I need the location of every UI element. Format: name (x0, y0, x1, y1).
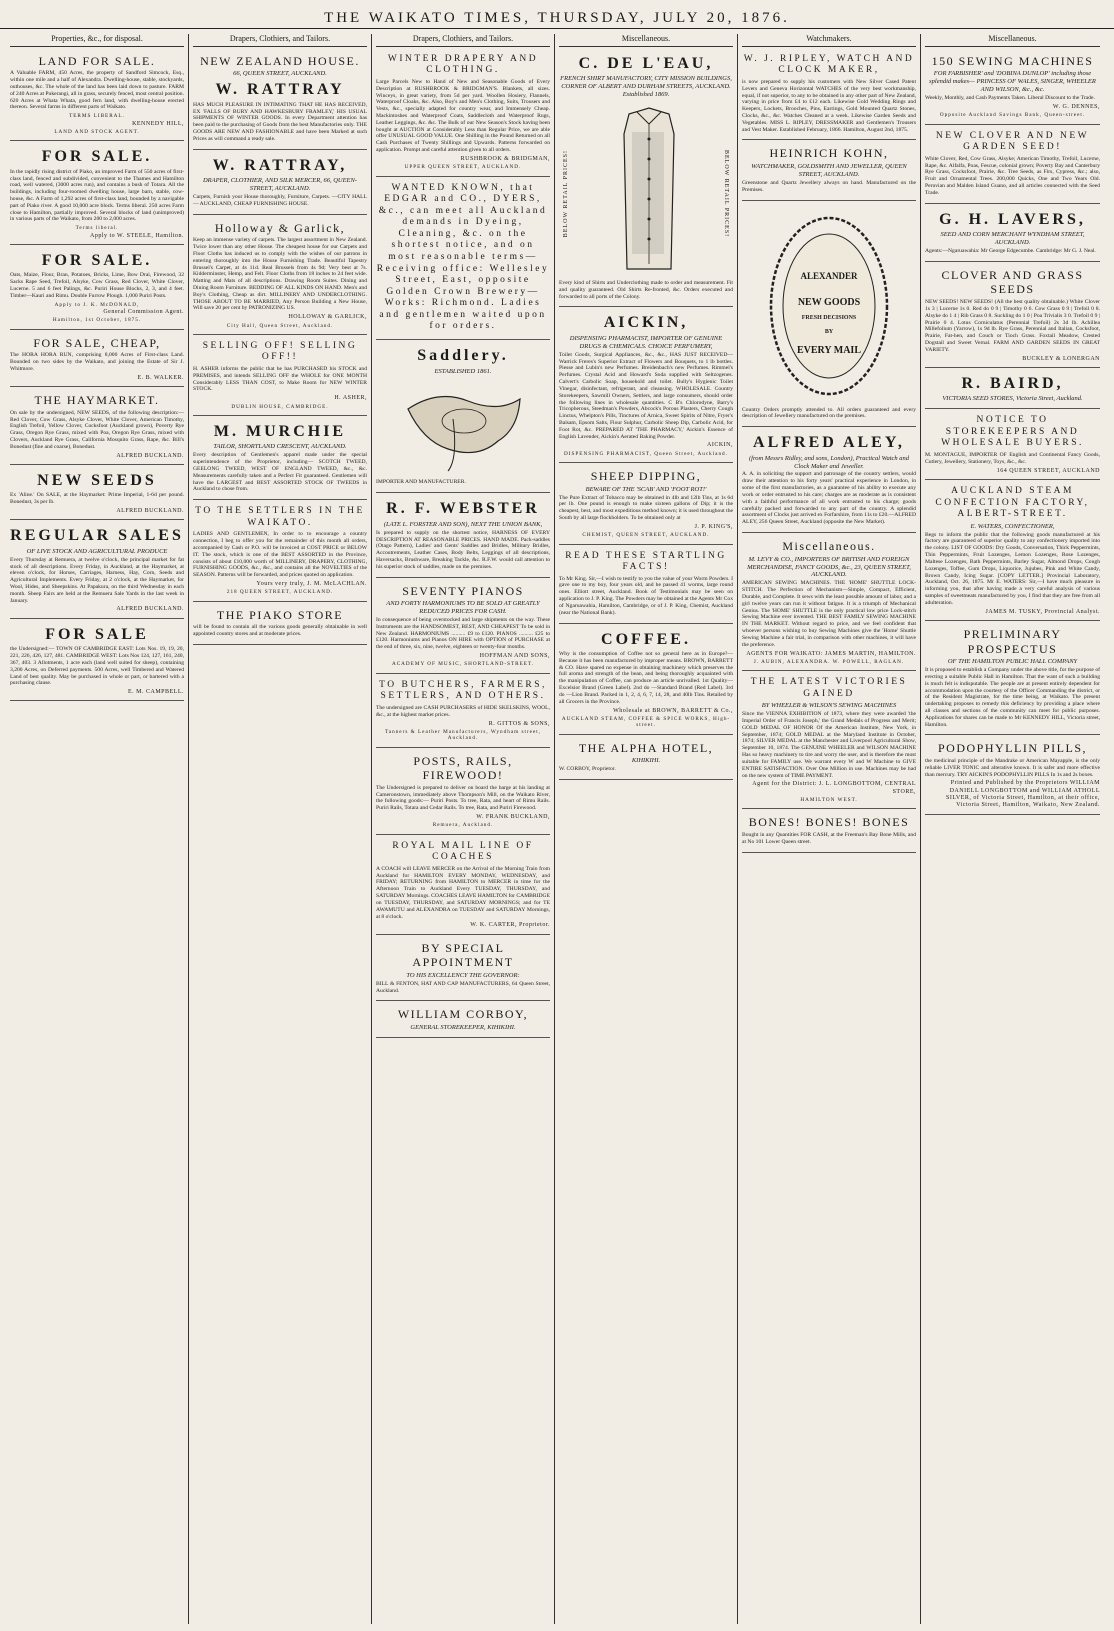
advertisement (376, 837, 550, 935)
ad-subheading: BY WHEELER & WILSON'S SEWING MACHINES (761, 702, 897, 710)
ad-body: A Valuable FARM, 450 Acres, the property of Sandford Simcock, Esq., within one mile and a half of Alexandra. Dwelling-house, stable, stockyards, outhouses, &c. The whole of the land has been laid down to pasture. FARM of 240 Acres at Pukerangi, all in grass, securely fenced, most central position. 620 Acres at Whata Whata, good fern land, with dwelling-house erected thereon. Several farms in different parts of Waikato. (10, 70, 184, 111)
ad-signature: BUCKLEY & LONERGAN (1022, 355, 1100, 362)
ad-body: Carpets, Furnish your House thoroughly, Furniture, Carpets. —CITY HALL— AUCKLAND, CHEAP FURNISHING HOUSE. (193, 194, 367, 207)
advertisement (376, 342, 550, 493)
news-column (921, 34, 1104, 1624)
ad-heading: Holloway & Garlick, (214, 220, 346, 235)
column-heading: Drapers, Clothiers, and Tailors. (376, 34, 550, 47)
ad-body: Ex 'Aline.' On SALE, at the Haymarket: Prime Imperial, 1-6d per pound. Bonedust, 3s per lb. (10, 492, 184, 506)
ad-subheading: OF THE HAMILTON PUBLIC HALL COMPANY (947, 658, 1078, 666)
ad-subheading: WATCHMAKER, GOLDSMITH AND JEWELLER, QUEEN STREET, AUCKLAND. (751, 163, 907, 178)
ad-heading: BONES! BONES! BONES (748, 815, 910, 830)
ad-heading: LAND FOR SALE. (38, 53, 156, 68)
ad-subheading: FOR FARBISHER' and 'DOBINA DUNLOP' including those splendid makes— PRINCESS OF WALES, SINGER, WHEELER AND WILSON, &c., &c. (929, 70, 1096, 94)
ad-heading: THE ALPHA HOTEL, (578, 740, 714, 755)
ad-heading: PRELIMINARY PROSPECTUS (963, 626, 1062, 656)
ad-body: HAS MUCH PLEASURE IN INTIMATING THAT HE HAS RECEIVED, EX 'FALLS OF BURY AND HAWKESBURY FRAMLEY,' HIS USUAL SHIPMENTS OF WINTER GOODS. In every Department attention has been paid to the purchasing of Goods from the best Manufactories only. THE GOODS ARE NEW AND FASHIONABLE and have been Marked at such Prices as will command a ready sale. (193, 101, 367, 142)
ad-body: Every kind of Shirts and Underclothing made to order and measurement. Fit and quality guaranteed. Old Shirts Re-fronted, &c. Orders executed and forwarded to all ports of the Colony. (559, 280, 733, 300)
advertisement (742, 673, 916, 809)
ad-signature-line2: J. AUBIN, ALEXANDRA. W. POWELL, RAGLAN. (753, 658, 905, 665)
ad-heading: TO THE SETTLERS IN THE WAIKATO. (195, 506, 365, 528)
oval-heading: ALEXANDER (800, 270, 858, 281)
ad-terms: TERMS LIBERAL. (69, 113, 125, 120)
columns (6, 34, 1108, 1624)
advertisement (742, 203, 916, 428)
ad-heading: THE HAYMARKET. (34, 393, 160, 408)
shirt-illustration (559, 100, 733, 280)
advertisement (925, 206, 1100, 262)
oval-subtitle: FRESH DECISIONS (801, 314, 857, 321)
newspaper-title: THE WAIKATO TIMES, THURSDAY, JULY 20, 1876. (324, 10, 790, 26)
ad-body: To Mr King. Sir,—I wish to testify to you the value of your Worm Powders. I gave one to my boy, four years old, and he passed 41 worms, large round ones. Elliott street, Auckland. Book of Testimonials may be seen on application to J. P. King. The Powders may be obtained at the Agents Mr Cox of Ngaruawahia, Hamilton, Cambridge, or of J. P. King, Chemist, Auckland (near the National Bank). (559, 575, 733, 616)
advertisement (925, 623, 1100, 735)
ad-body: will be found to contain all the various goods generally obtainable in well appointed country stores and at moderate prices. (193, 624, 367, 638)
ad-body: Oats, Maize, Flour, Bran, Potatoes, Bricks, Lime, Bow Drai, Firewood, 32 Sacks Rape Seed, Trefoil, Alsyke, Cow Grass, Red Clover, White Clover, Lucerne. 5 and 6 feet Palings, &c. Puriri House Blocks, 2, 3, and 4 feet. Timber—Kauri and Rimu. Double Furrow Plough. 1,000 Puriri Posts. (10, 272, 184, 299)
advertisement (559, 465, 733, 544)
ad-heading: Miscellaneous. (782, 538, 876, 553)
ad-heading: THE PIAKO STORE (216, 607, 344, 622)
ad-heading: REGULAR SALES (10, 527, 184, 545)
ad-signature-line2: Hamilton, 1st October, 1875. (52, 317, 142, 324)
advertisement (925, 370, 1100, 409)
ad-terms: Terms liberal. (75, 225, 119, 232)
advertisement (925, 50, 1100, 125)
advertisement (559, 626, 733, 735)
ad-signature: Agent for the District: J. L. LONGBOTTOM, CENTRAL STORE, (752, 781, 916, 795)
ad-body: Begs to inform the public that the following goods manufactured at his factory are guaranteed of superior quality to any confectionery imported into the colony. LIST OF GOODS: Dry Goods, Conversation, Thick Peppermints, Thin Peppermints, Fruit Lozenges, Lemon Lozenges, Rose Lozenges, Maltese Lozenges, Bath Peppermints, Barley Sugar, Almond Drops, Cough Lozenges, Toffee, Gum Drops, Liquorice, Jujubes, Pink and White Candy, Brown Candy, Icing Sugar. [COPY LETTER.] Provincial Laboratory, Auckland, Oct. 26, 1875. Mr E. WATERS: Sir,—I have much pleasure in informing you, that after having made a very careful analysis of various samples of sweetmeats manufactured by you, I find that they are free from all adulteration. (925, 531, 1100, 606)
ad-signature: W. FRANK BUCKLAND, (476, 814, 550, 821)
advertisement (376, 580, 550, 674)
advertisement (559, 50, 733, 308)
ad-body: BILL & FENTON, HAT AND CAP MANUFACTURERS, 64 Queen Street, Auckland. (376, 980, 550, 994)
ad-body: The Pure Extract of Tobacco may be obtained in 4lb and 12lb Tins, at 1s 6d per lb. One pound is enough to make sixteen gallons of Dip; it is the cheapest, best, and most expeditious method known; it is used throughout the South by all large flockholders. To be obtained only at (559, 494, 733, 522)
ad-signature: Wholesale at BROWN, BARRETT & Co., (613, 707, 733, 714)
advertisement (559, 309, 733, 463)
ad-body: Keep an immense variety of carpets. The largest assortment in New Zealand. Twice lower than any other House. The cheapest house for our Carpets and Floor Cloths has induced us to comply with the wishes of our patrons in entering thoroughly into the House Furnishing Trade. Beautiful Tapestry Brussel's Carpet, at 4s 11d. Real Brussels from 4s 9d; Very best at 7s. Kidderminster, Hemp, and Felt. Floor Cloths from 18 inches to 24 feet wide. Matting and Mats of all descriptions. Drawing Room Suites. Dining and Dining Room Furniture. BEDDING OF ALL KINDS ON HAND. Men's and Boy's Clothing, Cheap as dirt. MILLINERY AND UNDERCLOTHING. THOSE ABOUT TO BE MARRIED, Any Person Building a New House, Will save 20 per cent by PATRONIZING US. (193, 237, 367, 312)
advertisement (193, 418, 367, 500)
ad-heading: SELLING OFF! SELLING OFF!! (202, 340, 358, 363)
ad-signature-line2: DISPENSING PHARMACIST, Queen Street, Auckland. (564, 450, 728, 457)
ad-heading: READ THESE STARTLING FACTS! (565, 550, 727, 573)
ad-heading: R. BAIRD, (961, 374, 1064, 392)
ad-subheading: (from Messrs Ridley, and sons, London), Practical Watch and Clock Maker and Jeweller. (748, 454, 910, 470)
ad-body: Greenstone and Quartz Jewellery always on hand. Manufactured on the Premises. (742, 179, 916, 193)
ad-signature: AGENTS FOR WAIKATO: JAMES MARTIN, HAMILTON. (746, 650, 916, 657)
ad-signature: RUSHBROOK & BRIDGMAN, (460, 155, 550, 162)
ad-signature: General Commission Agent. (103, 309, 184, 316)
advertisement (193, 604, 367, 645)
ad-signature: Yours very truly, J. M. McLACHLAN. (256, 581, 367, 588)
ad-subheading: TAILOR, SHORTLAND CRESCENT, AUCKLAND. (213, 443, 347, 451)
ad-signature-line2: UPPER QUEEN STREET, AUCKLAND. (404, 164, 522, 171)
ad-signature: H. ASHER, (334, 395, 367, 402)
ad-subheading: GENERAL STOREKEEPER, KIHIKIHI. (410, 1024, 516, 1032)
ad-heading: AUCKLAND STEAM CONFECTION FACTORY, ALBERT-STREET. (935, 485, 1090, 520)
ad-signature: ALFRED BUCKLAND. (116, 606, 184, 613)
news-column (6, 34, 189, 1624)
saddle-icon (398, 379, 528, 475)
advertisement (376, 1003, 550, 1038)
ad-body: Toilet Goods, Surgical Appliances, &c., &c., HAS JUST RECEIVED— Warrick Freres's Superior Extract of Flowers and Bouquets, to 1 lb bottles. Piesse and Lubin's new Perfumes. Breidenbach's new Perfumes. Rimmel's Perfumes. Crystal Acid and Howard's Soda supplied with Seltzogenes. Calvert's Carbolic Soap, household and toilet. Bully's Hygienic Toilet Vinegar, disinfectant, refrigerant, and cleansing. WHOLESALE. Country Storekeepers, Sawmill Owners, Settlers, and large consumers, should order the following lines in wholesale quantities. C B's Chlorodyne, Barry's Tricopherous, Steedman's Powders, Abcock's Porous Plasters, Cherry Cough Linctus, Whelpton's Pills, Tinctures of Arnica, Sweet Spirits of Nitre, Fryer's Balsam, Epsom Salts, Flour Sulphur, Carbolic Sheep Dip, Carbolic Acid, for Foot Rot, &c. PREPARED AT 'THE PHARMACY,' Aickin's Essence of English Lavender, Aickin's Aerated Baking Powder. (559, 351, 733, 440)
ad-signature: 164 QUEEN STREET, AUCKLAND (996, 467, 1100, 474)
ad-signature-line2: HAMILTON WEST. (800, 796, 858, 803)
ad-heading: C. DE L'EAU, (578, 54, 714, 72)
ad-heading: NEW ZEALAND HOUSE. (200, 53, 360, 68)
ad-heading: ALFRED ALEY, (753, 434, 905, 452)
ad-heading: ROYAL MAIL LINE OF COACHES (392, 840, 534, 863)
ad-body: A. A. in soliciting the support and patronage of the country settlers, would draw their attention to his forty years' practical experience in London, in some of the first manufactories, as a guarantee of his ability to execute any work or order entrusted to his care; charges are as moderate as is consistent with a faithful performance of all work entrusted to his charge; goods carefully packed and forwarded to any part of the country. A splendid assortment of Clocks just arrived ex Forfarshire, from 11s to £20.—ALFRED ALEY, 256 Queen Street, Auckland (opposite the New Market). (742, 471, 916, 526)
column-heading: Miscellaneous. (559, 34, 733, 47)
oval-new-goods: NEW GOODS (797, 296, 861, 308)
ad-body: A COACH will LEAVE MERCER on the Arrival of the Morning Train from Auckland for HAMILTON EVERY MONDAY, WEDNESDAY, and FRIDAY; RETURNING from HAMILTON to MERCER in time for the Afternoon Train to Auckland Every TUESDAY, THURSDAY, and SATURDAY Mornings. COACHES LEAVE HAMILTON for CAMBRIDGE on TUESDAY, THURSDAY, and SATURDAY MORNINGS; and for TE AWAMUTU and ALEXANDRA on TUESDAY and SATURDAY Mornings, at 8 o'clock. (376, 865, 550, 920)
ad-subheading: OF LIVE STOCK AND AGRICULTURAL PRODUCE (26, 547, 168, 555)
advertisement (10, 389, 184, 465)
advertisement (925, 737, 1100, 814)
ad-heading: WANTED KNOWN, that EDGAR and CO., DYERS, &c., can meet all Auckland demands in Dyeing, Cleaning, &c. on the shortest notice, and on most reasonable terms—Receiving office: Wellesley Street, East, opposite Golden Crown Brewery—Works: Richmond. Ladies and gentlemen waited upon for orders. (376, 182, 550, 332)
ad-signature-line2: LAND AND STOCK AGENT. (54, 128, 140, 135)
ad-heading: SEVENTY PIANOS (402, 583, 524, 598)
ad-body: The Undersigned is prepared to deliver on board the barge at his landing at Cameronstown, immediately above Thompson's Mill, on the Waikato River, the following goods:— Puriri Posts. To tree, Rata, and heart of Rimu Rails. Puriri Rails, Totara and Cedar Rails. To tree, Rata, and Puriri Firewood. (376, 784, 550, 812)
column-heading: Watchmakers. (742, 34, 916, 47)
ad-signature: R. GITTOS & SONS, (488, 720, 550, 727)
ad-body: Since the VIENNA EXHIBITION of 1873, where they were awarded 'the Imperial Order of Francis Joseph,' the Grand Medals of Progress and Merit; GOLD MEDAL OF HONOR Of the American Institute, New York, in September, 1874; GOLD MEDAL at the Maryland Institute in October, 1874; SILVER MEDAL at the Manchester and Liverpool Agricultural Show, September 10, 1874. The GENUINE WHEELER and WILSON MACHINE Has so heavy machinery to tire and worry the user, and is therefore the most suitable for FAMILY use. We warrant every W and W Machine to GIVE ENTIRE SATISFACTION. Over One Million in use. Machines may be had on the new system of TIME PAYMENT. (742, 711, 916, 779)
ad-signature: ALFRED BUCKLAND. (116, 508, 184, 515)
ad-heading: W. RATTRAY, (212, 156, 348, 174)
ad-signature-line2: CHEMIST, QUEEN STREET, AUCKLAND. (582, 532, 710, 539)
advertisement (376, 750, 550, 835)
ad-body: Is prepared to supply on the shortest notice, HARNESS OF EVERY DESCRIPTION AT REASONABLE PRICES. HAND MADE. Pack-saddles (Otago Pattern), Ladies' and Gents' Saddles and Bridles, Military Bridles, Accoutrements, Leather Cases, Body Belts, Leggings of all descriptions, Haversacks, Brushware, Breaking Tackle, &c. R.F.W. would call attention to his superior stock of saddles, made on the premises. (376, 529, 550, 570)
ad-body: Weekly, Monthly, and Cash Payments Taken. Liberal Discount to the Trade. (925, 95, 1095, 102)
ad-signature: HOLLOWAY & GARLICK, (288, 314, 367, 321)
advertisement (193, 217, 367, 335)
advertisement (742, 50, 916, 141)
ad-heading: NEW CLOVER AND NEW GARDEN SEED! (935, 130, 1090, 153)
advertisement (10, 522, 184, 618)
advertisement (925, 127, 1100, 204)
ad-subheading: (LATE L. FORSTER AND SON), NEXT THE UNION BANK, (383, 520, 543, 528)
ad-signature: HOFFMAN AND SONS, (479, 653, 550, 660)
ad-heading: CLOVER AND GRASS SEEDS (941, 267, 1084, 297)
advertisement (559, 547, 733, 624)
ad-body: W. CORBOY, Proprietor. (559, 766, 616, 773)
ad-heading: SHEEP DIPPING, (590, 469, 702, 484)
ad-feature-name: W. RATTRAY (215, 81, 345, 99)
ad-heading: TO BUTCHERS, FARMERS, SETTLERS, AND OTHERS. (379, 679, 547, 702)
ad-signature-line2: Remuera, Auckland. (432, 822, 494, 829)
ad-heading: POSTS, RAILS, FIREWOOD! (413, 753, 513, 783)
ad-heading: R. F. WEBSTER (386, 500, 540, 518)
ad-heading: WINTER DRAPERY AND CLOTHING. (387, 53, 539, 76)
ad-signature: Printed and Published by the Proprietors WILLIAM DANIELL LONGBOTTOM and WILLIAM ATHOLL SILVER, of Victoria Street, Hamilton, at their office, Victoria Street, Hamilton, Waikato, New Zealand. (945, 780, 1100, 809)
ad-body: the Undersigned:— TOWN OF CAMBRIDGE EAST: Lots Nos. 19, 19, 20, 221, 226, 426, 127, 481. CAMBRIDGE WEST: Lots Nos 124, 127, 161, 240, 367, 403. 3 Allotments, 1 acre each (land well suited for sheep), containing 3,200 Acres, on Deferred payments. 500 Acres, well Timbered and Watered Land of best quality. May be purchased in whole or part, or bartered with a purchasing clause. (10, 646, 184, 687)
advertisement (376, 50, 550, 177)
ad-signature-line2: AUCKLAND STEAM, COFFEE & SPICE WORKS, High-street. (561, 715, 731, 729)
ad-heading: FOR SALE. (41, 251, 153, 269)
ad-signature: J. P. KING'S, (694, 523, 733, 530)
ad-body: Every Thursday at Remuera, at twelve o'clock, the principal market for fat stock of all descriptions. Every Friday, in Auckland, at the Haymarket, at eleven o'clock, for Horses, Carriages, Harness, Hay, Corn, Seeds and Agricultural Implements. Every Friday, at 2 o'clock, at the Haymarket, for Wool, Hides, and Sheepskins. At Papakura, on the third Wednesday in each month. Sheep Fairs are held at the Remuera Sale Yards in the last week in January. (10, 556, 184, 604)
oval-every-mail: EVERY MAIL (796, 344, 861, 356)
side-note-right: BELOW RETAIL PRICES! (723, 150, 729, 238)
ad-signature-line2: DUBLIN HOUSE, CAMBRIDGE. (231, 403, 329, 410)
advertisement (193, 50, 367, 150)
advertisement (925, 264, 1100, 368)
ad-body: Agents:—Ngaruawahia: Mr George Edgecumbe. Cambridge: Mr G. J. Neal. (925, 248, 1096, 254)
advertisement (193, 502, 367, 602)
advertisement (10, 332, 184, 387)
ad-heading: WILLIAM CORBOY, (397, 1007, 529, 1022)
ad-body: Large Parcels New to Hand of New and Seasonable Goods of Every Description at RUSHBROOK & BRIDGMAN'S. Blankets, all sizes. Winceys, in great variety, from 5d per yard. Woollen Hosiery, Flannels, Waterproof Cloaks, &c. Also, Boy's and Men's Clothing, Suits, Trousers and Vests, &c., specially adapted for country wear, and Immensely Cheap. Mackintoshes and Waterproof Coats, Saddlecloth and Waterproof Rugs, Leather Leggings, &c. &c. The Bulk of our New Season's Stock having been bought at AUCTION at Considerably Less than Regular Price, we are able offer UNUSUAL GOOD VALUE. One Shilling in the Pound Returned on all Cash Purchases of Twenty Shillings and Upwards. Patterns forwarded on application. Prompt and careful attention given to all orders. (376, 78, 550, 154)
advertisement (376, 937, 550, 1002)
ad-subheading: FRENCH SHIRT MANUFACTORY, CITY MISSION BUILDINGS, CORNER OF ALBERT AND DURHAM STREETS, AUCKLAND. Established 1869. (560, 75, 732, 99)
ad-heading: THE LATEST VICTORIES GAINED (750, 677, 908, 699)
column-heading: Drapers, Clothiers, and Tailors. (193, 34, 367, 47)
ad-body: In the rapidly rising district of Piako, an improved Farm of 550 acres of first-class land, fenced and subdivided, convenient to the Thames and Hamilton road, well watered, (3000 acres run), and contains a bush of Totara. All the buildings, including four-roomed dwelling house, large barn, stable, cow-house, &c. A Farm of 1,292 acres of first-class land, bounded by a navigable part of Piako river. A good 10,000 acre block. Terms liberal. 250 acres Farm close to Hamilton, partially improved. Several blocks of land (unimproved) in various parts of the Waikato, from 200 to 2,000 acres. (10, 168, 184, 223)
ad-signature-line2: 218 QUEEN STREET, AUCKLAND. (226, 589, 334, 596)
ad-heading: COFFEE. (601, 630, 691, 648)
ad-heading: M. MURCHIE (213, 422, 347, 440)
ad-signature: ALFRED BUCKLAND. (116, 452, 184, 459)
advertisement (10, 143, 184, 245)
news-column (372, 34, 555, 1624)
ad-heading: HEINRICH KOHN, (769, 146, 889, 161)
ad-body: On sale by the undersigned, NEW SEEDS, of the following description:— Red Clover, Cow Grass, Alsyke Clover, White Clover, American Timothy, English Trefoil, Yellow Clover, Cocksfoot (Auckland grown), Poverty Rye Grass, Oregon Rye Grass, mixed with Poa, Oregon Rye Grass, mixed with Clovers, Auckland Rye Grass, California Mosquito Grass, Rape, &c. Bill's Bonedust (fine and coarse), Bonedust. (10, 409, 184, 450)
ad-signature: AICKIN, (707, 442, 733, 449)
advertisement (925, 482, 1100, 621)
advertisement (10, 50, 184, 142)
ad-signature-line2: Opposite Auckland Savings Bank, Queen-street. (939, 112, 1086, 119)
ad-subheading: M. LEVY & CO., IMPORTERS OF BRITISH AND FOREIGN MERCHANDISE, FANCY GOODS, &c., 23, QUEEN STREET, AUCKLAND. (747, 555, 911, 579)
ad-heading: FOR SALE. (41, 148, 153, 166)
ad-body: The HORA HORA RUN, comprising 8,000 Acres of First-class Land. Bounded on two sides by the Waikato, and joining the Estate of Sir J. Whitmore. (10, 352, 184, 372)
ad-body: AMERICAN SEWING MACHINES. THE 'HOME' SHUTTLE LOCK-STITCH. The Perfection of Mechanism—Simple, Compact, Efficient, Durable, and Complete. It sews with the least possible amount of labor, and a girl twelve years can run it without fatigue. It is a triumph of Mechanical Genius. The 'HOME' SHUTTLE is the only practical low price Lock-stitch Sewing Machine ever invented. THE BEST FAMILY SEWING MACHINE IN THE MARKET. Without regard to price, and we feel confident that whoever persons wishing to buy Sewing Machines give the 'Home' Shuttle Sewing Machine a fair trial, in comparison with other machines, it will have the preference. (742, 580, 916, 648)
advertisement (925, 411, 1100, 480)
ad-signature: E. B. WALKER. (137, 374, 184, 381)
ad-heading: AICKIN, (603, 314, 689, 332)
ad-body: Every description of Gentlemen's apparel made under the special superintendence of the Proprietor, including— SCOTCH TWEED, GEELONG TWEED, WEST OF ENGLAND TWEED, &c., &c. Measurements carefully taken and a Perfect Fit guaranteed. Gentlemen will have the LARGEST and BEST ASSORTED STOCK OF TWEEDS in Auckland to chose from. (193, 452, 367, 493)
ad-body: In consequence of being overstocked and large shipments on the way. These Instruments are the HANDSOMEST, BEST, AND CHEAPEST To be sold in New Zealand. HARMONIUMS .......... £9 to £120. PIANOS .......... £25 to £120. Harmoniums and Pianos ON HIRE with OPTION of PURCHASE at the end of three, six, nine, twelve, eighteen or twenty-four months. (376, 617, 550, 651)
advertisement (742, 811, 916, 852)
ad-signature: E. M. CAMPBELL. (127, 689, 184, 696)
ad-body: IMPORTER AND MANUFACTURER. (376, 479, 466, 486)
ad-body: is now prepared to supply his customers with New Silver Cased Patent Levers and Geneva Horizontal WATCHES of the very best workmanship, equal, if not superior, to any to be obtained in any other part of New Zealand, varying in price from £4 to £12 each. Likewise Gold Wedding Rings and Keepers, Lockets, Brooches, Pins, Earrings, Gold Mounted Quartz Stones, Clocks, &c., &c. Watches Cleaned at a week. Likewise Garden Seeds and Vegetables. MISS L. RIPLEY, DRESSMAKER and Gentlemen's Trousers and Vest Maker. Established February, 1866. Hamilton, August 2nd, 1875. (742, 78, 916, 133)
ad-heading: 150 SEWING MACHINES (931, 53, 1094, 68)
ad-heading: FOR SALE, CHEAP, (33, 335, 161, 350)
ad-signature-line2: ACADEMY OF MUSIC, SHORTLAND-STREET. (391, 661, 535, 668)
ad-subheading: KIHIKIHI. (631, 757, 661, 765)
advertisement (10, 467, 184, 520)
ad-signature-line2: City Hall, Queen Street, Auckland. (226, 322, 334, 329)
ad-signature: KENNEDY HILL, (132, 120, 184, 127)
ad-heading: PODOPHYLLIN PILLS, (937, 741, 1087, 756)
side-note-left: BELOW RETAIL PRICES! (563, 150, 569, 238)
column-heading: Miscellaneous. (925, 34, 1100, 47)
ad-subheading: DRAPER, CLOTHIER, AND SILK MERCER, 66, QUEEN-STREET, AUCKLAND. (202, 177, 358, 193)
ad-subheading: VICTORIA SEED STORES, Victoria Street, Auckland. (942, 395, 1083, 403)
oval-by: BY (824, 328, 834, 335)
advertisement (193, 152, 367, 215)
advertisement (376, 495, 550, 577)
advertisement (559, 737, 733, 780)
ad-body: LADIES AND GENTLEMEN, In order to to encourage a country connection, I beg to offer you for the remainder of this month all orders, accompanied by Cash or P.O. will be invoiced at COST PRICE or BELOW IT. The stock, which is one of the BEST ASSORTED in the Province, consists of about £10,000 worth of MILLINERY, DRAPERY, CLOTHING, FURNISHING GOODS, &c., &c., and contains all the NOVELTIES of the SEASON. Patterns will be forwarded, and prices quoted on application. (193, 531, 367, 579)
ad-body: Bought in any Quantities FOR CASH, at the Freeman's Bay Bone Mills, and at No 101 Lower Queen street. (742, 831, 916, 845)
ad-heading: W. J. RIPLEY, WATCH AND CLOCK MAKER, (743, 53, 915, 76)
ad-body: The undersigned are CASH PURCHASERS of HIDE SKELSKINS, WOOL, &c., at the highest market prices. (376, 704, 550, 718)
ad-subheading: ESTABLISHED 1861. (434, 367, 492, 375)
ad-subheading: 66, QUEEN STREET, AUCKLAND. (233, 70, 327, 78)
ad-terms: Apply to J. K. McDONALD, (54, 301, 140, 308)
advertisement (742, 142, 916, 200)
ad-subheading: AND FORTY HARMONIUMS TO BE SOLD AT GREATLY REDUCED PRICES FOR CASH. (386, 600, 540, 616)
advertisement (193, 337, 367, 416)
ad-signature: JAMES M. TUSKY, Provincial Analyst. (985, 608, 1100, 615)
advertisement (742, 429, 916, 533)
ad-heading: BY SPECIAL APPOINTMENT (412, 940, 514, 970)
ad-body: M. MONTAGUE, IMPORTER OF English and Continental Fancy Goods, Cutlery, Jewellery, Stationery, Toys, &c., &c. (925, 452, 1100, 465)
ad-heading: Saddlery. (417, 347, 509, 365)
ad-signature: W. K. CARTER, Proprietor. (470, 922, 550, 929)
ad-signature-line2: Tanners & Leather Manufacturers, Wyndham street, Auckland. (385, 728, 541, 742)
column-heading: Properties, &c., for disposal. (10, 34, 184, 47)
ad-body: H. ASHER informs the public that he has PURCHASED his STOCK and PREMISES, and intends SELLING OFF the WHOLE for ONE MONTH Considerably LESS THAN COST, to Make Room for NEW WINTER STOCK. (193, 366, 367, 393)
advertisement (10, 247, 184, 330)
ad-heading: NEW SEEDS (37, 471, 157, 489)
ad-body: White Clover, Red, Cow Grass, Alsyke; American Timothy, Trefoil, Lucerne, Rape, &c. Alfalfa, Poas, Fescue, colonial grown; Poverty Bay and Canterbury Rye Grass, Cocksfoot, Prairie, &c. Tree Seeds, as Firs, Cypress, &c.; also, Fruit and Ornamental Trees. 200,000 Quicks, One and Two Years Old. Peruvian and Malden Island Guano, and all articles connected with the Seed Trade. (925, 155, 1100, 196)
ad-subheading: E. WATERS, CONFECTIONER, (970, 522, 1055, 530)
ad-heading: G. H. LAVERS, (939, 210, 1086, 228)
ad-body: Country Orders promptly attended to. All orders guaranteed and every description of Jewellery manufactured on the premises. (742, 406, 916, 420)
advertisement (376, 179, 550, 341)
ad-subheading: DISPENSING PHARMACIST, IMPORTER OF GENUINE DRUGS & CHEMICALS. CHOICE PERFUMERY, (569, 334, 723, 350)
masthead (0, 0, 1114, 29)
ad-body: the medicinal principle of the Mandrake or American Mayapple, is the only reliable LIVER TONIC and alterative known. It is safer and more effective than mercury. TRY AICKIN'S PODOPHYLLIN PILLS In 1s and 2s boxes. (925, 758, 1100, 778)
ad-subheading: TO HIS EXCELLENCY THE GOVERNOR: (406, 971, 520, 979)
ad-body: Why is the consumption of Coffee not so general here as in Europe?—Because it has been manufactured by improper means. BROWN, BARRETT & CO. Have spared no expense in obtaining machinery which preserves the full aroma and strength of the bean, and being thoroughly acquainted with the manipulation of Coffee, can produce an article unrivalled. 1st Quality—Excelsior Brand (Green Label). 2nd do —Standard Brand (Red Label). 3rd do —Lion Brand. Packed in 1, 2, 4, 6, 7, 14, 28, and 40lb Tins. Retailed by all Grocers in the Province. (559, 651, 733, 705)
ad-body: NEW SEEDS! NEW SEEDS! (All the best quality obtainable.) White Clover 1s 3 | Lucerne 1s 0. Red do 0 9 | Timothy 0 6. Cow Grass 0 9 | Trefoil 0 8. Alsyke do 1 4 | Rib Grass 0 8. Suckling do 1 0 | Poa Trivialis 3 0. Trefoil 0 9 | Prairie 0 4. Lotus Corniculatus (Perennial Trefoil) 2s 3d lb. Achillea Millefolium (Yarrow), 1s 9d lb. Rye Grass, Perennial and Italian, Cocksfoot, Prairie, Fat-hen, and Couch or Tioch Grass. Foxtail Meadow, Crested Dogstail and Sweet Vernal. FARM AND GARDEN SEEDS IN GREAT VARIETY. (925, 299, 1100, 353)
news-column (189, 34, 372, 1624)
shirt-icon (599, 104, 699, 274)
ad-body: It is proposed to establish a Company under the above title, for the purpose of erecting a suitable Public Hall in Hamilton. That the want of such a building is much felt is indisputable. The people are at present entirely dependent for accommodation upon the courtesy of the Officer Commanding the district, or of the Resident Magistrate, for the time being, at Waikato. The present undertaking proposes to remedy this deficiency by providing a place where all classes and sections of the community can meet for public purposes. Applications for shares can be made to Mr KENNEDY HILL, Victoria street, Hamilton. (925, 667, 1100, 728)
news-column (555, 34, 738, 1624)
news-column (738, 34, 921, 1624)
ad-subheading: BEWARE OF THE 'SCAB' AND 'FOOT ROT!' (585, 485, 707, 493)
advertisement (10, 621, 184, 702)
ad-signature: W. G. DENNES, (1052, 103, 1100, 110)
advertisement (742, 535, 916, 671)
ad-signature: Apply to W. STEELE, Hamilton. (90, 232, 184, 239)
ad-heading: FOR SALE (45, 625, 149, 643)
ad-heading: NOTICE TO STOREKEEPERS AND WHOLESALE BUYERS. (941, 415, 1084, 449)
advertisement (376, 676, 550, 748)
jewellery-oval-illustration (764, 211, 894, 401)
ad-subheading: SEED AND CORN MERCHANT WYNDHAM STREET, AUCKLAND. (940, 231, 1085, 247)
